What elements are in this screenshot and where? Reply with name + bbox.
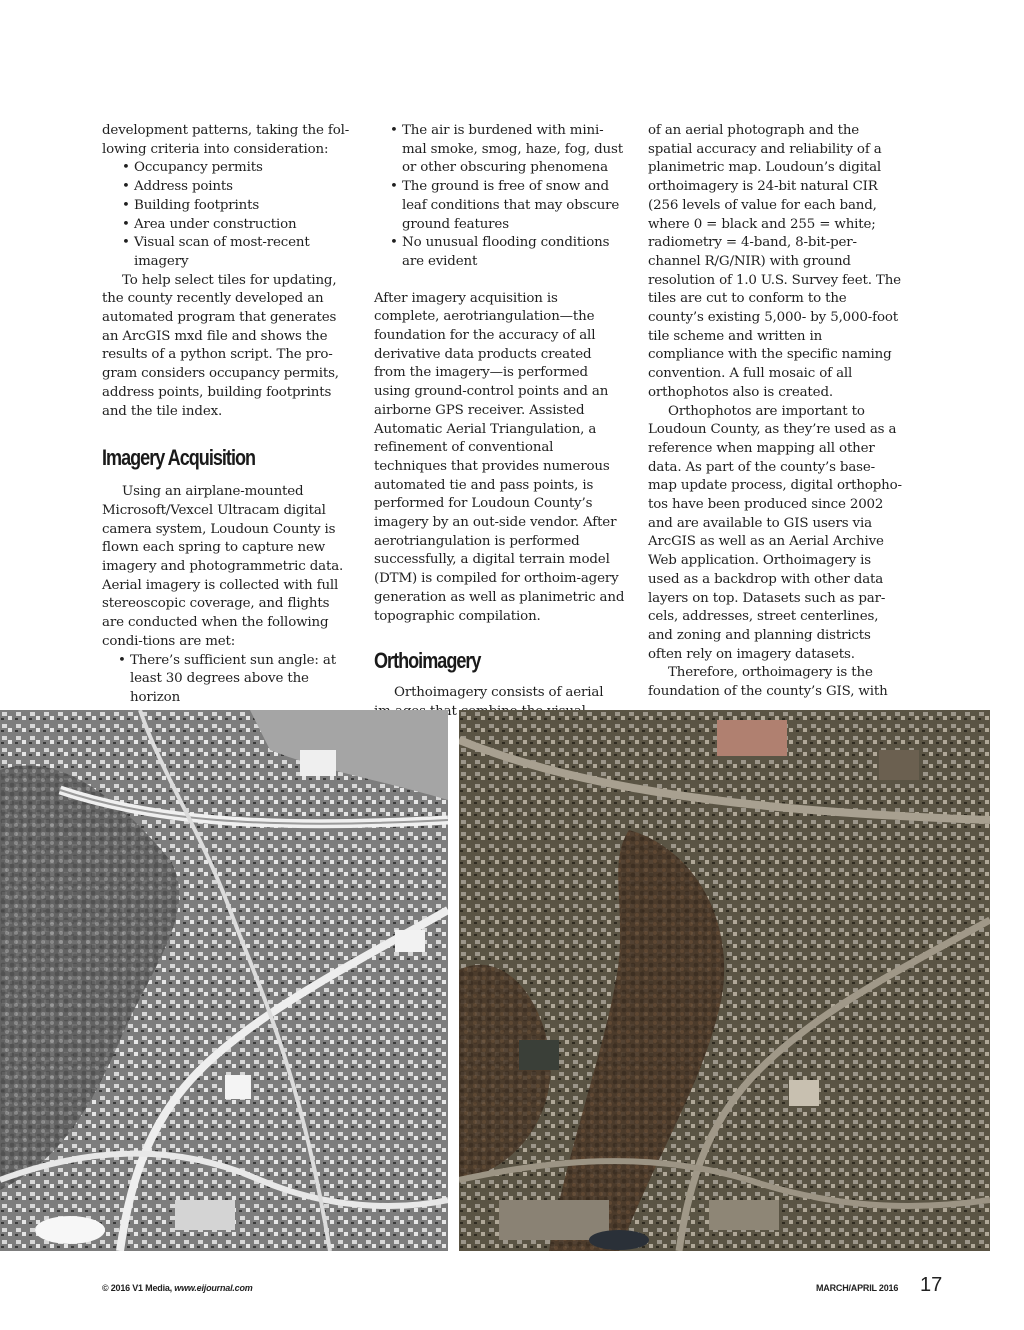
condition-item: • The air is burdened with mini-mal smoke, smog, haze, fog, dust or other obscuring phenomena — [374, 122, 626, 178]
heading-imagery-acquisition: Imagery Acquisition — [102, 445, 256, 471]
conditions-list-2 — [374, 122, 626, 272]
criteria-item: • Occupancy permits — [102, 159, 354, 178]
criteria-item: • Address points — [102, 178, 354, 197]
col1-paragraph-1: development patterns, taking the fol-lowing criteria into consideration: — [102, 123, 350, 157]
condition-item: • The ground is free of snow and leaf conditions that may obscure ground features — [374, 178, 626, 234]
website-link[interactable]: www.eijournal.com — [174, 1283, 253, 1293]
col3-paragraph-3: Therefore, orthoimagery is the foundation of the county’s GIS, with — [648, 665, 888, 700]
col1-paragraph-2: To help select tiles for updating, the county recently developed an automated program that generates an ArcGIS mxd file and shows the results of a python script. The pro-gram considers occupancy permits, address points, building footprints and the tile index. — [102, 272, 339, 419]
condition-item: • There’s sufficient sun angle: at least 30 degrees above the horizon — [102, 652, 354, 708]
criteria-item: • Area under construction — [102, 216, 354, 235]
column-2 — [374, 122, 626, 740]
heading-orthoimagery: Orthoimagery — [374, 648, 481, 674]
col2-paragraph-2: Orthoimagery consists of aerial — [394, 685, 604, 701]
copyright-text: © 2016 V1 Media, — [102, 1283, 172, 1293]
column-3 — [648, 122, 902, 702]
aerial-photo-grayscale — [0, 710, 448, 1251]
column-1 — [102, 122, 354, 708]
aerial-photo-color — [459, 710, 990, 1251]
page-number: 17 — [920, 1274, 943, 1296]
col1-paragraph-3: Using an airplane-mounted Microsoft/Vexcel Ultracam digital camera system, Loudoun County is flown each spring to capture new imagery and photogrammetric data. Aerial imagery is collected with full stereoscopic coverage, and flights are conducted when the following condi-tions are met: — [102, 484, 344, 649]
criteria-item: • Building footprints — [102, 197, 354, 216]
col3-paragraph-2: Orthophotos are important to Loudoun County, as they’re used as a reference when mapping all other data. As part of the county’s base-map update process, digital orthopho-tos have been produced since 2002 and are available to GIS users via ArcGIS as well as an Aerial Archive Web application. Orthoimagery is used as a backdrop with other data layers on top. Datasets such as par-cels, addresses, street centerlines, and zoning and planning districts often rely on imagery datasets. — [648, 403, 902, 662]
condition-item: • No unusual flooding conditions are evident — [374, 234, 626, 271]
criteria-list — [102, 159, 354, 271]
footer-issue: MARCH/APRIL 2016 — [816, 1283, 899, 1293]
footer-copyright — [102, 1283, 253, 1293]
criteria-item: • Visual scan of most-recent imagery — [102, 234, 354, 271]
col2-paragraph-1: After imagery acquisition is complete, aerotriangulation—the foundation for the accuracy of all derivative data products created from the imagery—is performed using ground-control points and an airborne GPS receiver. Assisted Automatic Aerial Triangulation, a refinement of conventional techniques that provides numerous automated tie and pass points, is performed for Loudoun County’s imagery by an out-side vendor. After aerotriangulation is performed successfully, a digital terrain model (DTM) is compiled for orthoim-agery generation as well as planimetric and topographic compilation. — [374, 290, 625, 624]
conditions-list-1 — [102, 652, 354, 708]
col3-paragraph-1: of an aerial photograph and the spatial accuracy and reliability of a planimetric map. Loudoun’s digital orthoimagery is 24-bit natural CIR (256 levels of value for each band, where 0 = black and 255 = white; radiometry = 4-band, 8-bit-per-channel R/G/NIR) with ground resolution of 1.0 U.S. Survey feet. The tiles are cut to conform to the county’s existing 5,000- by 5,000-foot tile scheme and written in compliance with the specific naming convention. A full mosaic of all orthophotos also is created. — [648, 123, 901, 400]
